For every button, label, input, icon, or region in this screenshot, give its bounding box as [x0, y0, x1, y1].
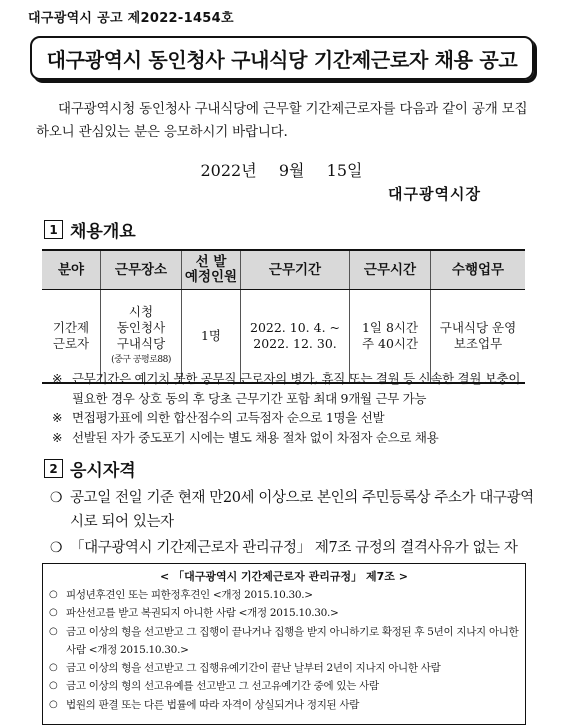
qualification-mark: ❍ — [50, 490, 63, 506]
cell-field: 기간제 근로자 — [52, 320, 90, 351]
note-item — [52, 428, 532, 448]
note-text: 선발된 자가 중도포기 시에는 별도 채용 절차 없이 차점자 순으로 채용 — [72, 429, 439, 445]
section-heading-1 — [44, 217, 136, 242]
note-item — [52, 408, 532, 428]
section-number-2: 2 — [44, 459, 63, 478]
place-address: (중구 공평로88) — [111, 355, 171, 365]
regulation-text: 금고 이상의 형을 선고받고 그 집행유예기간이 끝난 날부터 2년이 지나지 아니한 사람 — [66, 662, 441, 675]
qualification-item — [50, 536, 540, 560]
note-mark: ※ — [52, 371, 63, 386]
regulation-item — [49, 677, 525, 695]
section-title-2: 응시자격 — [70, 461, 136, 481]
intro-paragraph: 대구광역시청 동인청사 구내식당에 근무할 기간제근로자를 다음과 같이 공개 모집하오니 관심있는 분은 응모하시기 바랍니다. — [36, 101, 528, 140]
regulation-box-title: < 「대구광역시 기간제근로자 관리규정」 제7조 > — [160, 570, 408, 583]
recruitment-table — [42, 249, 525, 384]
regulation-text: 금고 이상의 형의 선고유예를 선고받고 그 선고유예기간 중에 있는 사람 — [66, 680, 379, 693]
table-header: 근무장소 — [101, 250, 182, 290]
regulation-list — [49, 586, 525, 714]
qualification-mark: ❍ — [50, 540, 63, 556]
table-header: 근무기간 — [241, 250, 350, 290]
regulation-mark: ○ — [49, 607, 58, 619]
announcement-date: 2022년 9월 15일 — [200, 161, 363, 180]
signer: 대구광역시장 — [388, 185, 481, 203]
note-mark: ※ — [52, 410, 63, 425]
table-header: 수행업무 — [431, 250, 526, 290]
qualification-text: 공고일 전일 기준 현재 만20세 이상으로 본인의 주민등록상 주소가 대구광역시로 되어 있는자 — [70, 490, 534, 530]
notice-number: 대구광역시 공고 제2022-1454호 — [28, 11, 234, 26]
regulation-mark: ○ — [49, 662, 58, 674]
section-heading-2 — [44, 456, 136, 481]
table-header-row — [42, 250, 525, 290]
cell-count: 1명 — [182, 290, 241, 384]
regulation-item — [49, 696, 525, 714]
qualification-text: 「대구광역시 기간제근로자 관리규정」 제7조 규정의 결격사유가 없는 자 — [70, 540, 518, 556]
note-text: 면접평가표에 의한 합산점수의 고득점자 순으로 1명을 선발 — [72, 410, 385, 425]
regulation-mark: ○ — [49, 625, 58, 637]
regulation-text: 피성년후견인 또는 피한정후견인 <개정 2015.10.30.> — [66, 589, 313, 601]
table-header: 근무시간 — [350, 250, 431, 290]
section-number-1: 1 — [44, 220, 63, 239]
regulation-text: 금고 이상의 형을 선고받고 그 집행이 끝나거나 집행을 받지 아니하기로 확정된 후 5년이 지나지 아니한 사람 <개정 2015.10.30.> — [66, 625, 519, 656]
place-line: 시청 — [128, 304, 154, 319]
note-mark: ※ — [52, 429, 63, 445]
regulation-text: 법원의 판결 또는 다른 법률에 따라 자격이 상실되거나 정지된 사람 — [66, 698, 360, 711]
cell-period: 2022. 10. 4. ~ 2022. 12. 30. — [241, 290, 350, 384]
regulation-text: 파산선고를 받고 복권되지 아니한 사람 <개정 2015.10.30.> — [66, 607, 339, 620]
cell-duty: 구내식당 운영 보조업무 — [431, 290, 526, 384]
regulation-mark: ○ — [49, 589, 58, 600]
regulation-item — [49, 586, 525, 604]
table-header: 분야 — [42, 250, 101, 290]
notes-list — [52, 369, 532, 447]
qualification-item — [50, 486, 540, 534]
regulation-mark: ○ — [49, 698, 58, 710]
regulation-item — [49, 623, 525, 660]
regulation-box — [42, 563, 526, 725]
regulation-item — [49, 604, 525, 622]
title-box — [30, 36, 534, 80]
note-item — [52, 369, 532, 408]
note-text: 근무기간은 예기치 못한 공무직 근로자의 병가, 휴직 또는 결원 등 신속한 결원 보충이 필요한 경우 상호 동의 후 당초 근무기간 포함 최대 9개월 근무 가능 — [72, 371, 521, 406]
table-header: 선 발 예정인원 — [182, 250, 241, 290]
section-title-1: 채용개요 — [70, 222, 136, 242]
regulation-item — [49, 659, 525, 677]
place-line: 동인청사 — [116, 320, 166, 335]
page-title: 대구광역시 동인청사 구내식당 기간제근로자 채용 공고 — [46, 47, 518, 72]
regulation-mark: ○ — [49, 680, 58, 692]
cell-hours: 1일 8시간 주 40시간 — [350, 290, 431, 384]
place-line: 구내식당 — [116, 336, 166, 351]
